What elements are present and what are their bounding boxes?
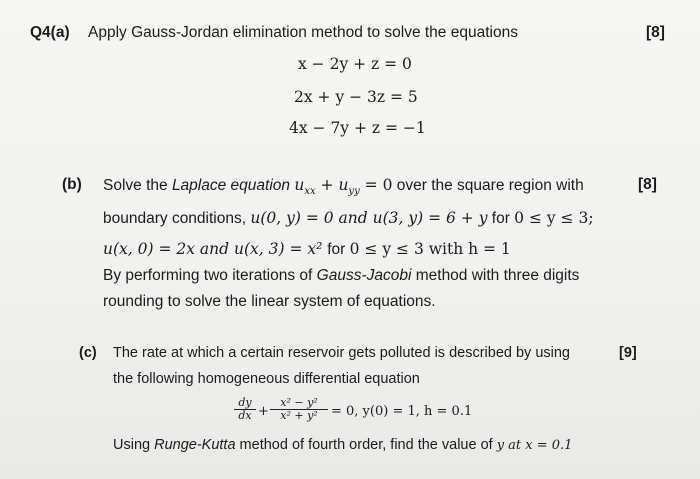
laplace-equation: $u_{xx} + u_{yy} = 0$ [294, 176, 393, 198]
range-1: 0 ≤ y ≤ 3; [514, 209, 594, 227]
equation-2: 2x + y − 3z = 5 [294, 88, 418, 106]
boundary-condition-1: u(0, y) = 0 and u(3, y) = 6 + y [250, 209, 488, 227]
boundary-condition-2: u(x, 0) = 2x and u(x, 3) = x² [103, 240, 328, 258]
range-2: 0 ≤ y ≤ 3 with h = 1 [349, 240, 511, 258]
part-b-line-2 [103, 209, 594, 228]
part-c-line-2: the following homogeneous differential equation [113, 371, 420, 387]
part-c-label: (c) [79, 345, 97, 361]
part-c-line-3 [113, 437, 572, 453]
fraction-x2-y2 [270, 397, 328, 422]
marks-b: [8] [638, 176, 657, 193]
part-c-line-3-post: method of fourth order, find the value of [235, 437, 497, 453]
equation-3: 4x − 7y + z = −1 [289, 119, 426, 137]
part-b-line-4-pre: By performing two iterations of [103, 267, 317, 284]
initial-condition: = 0, y(0) = 1, h = 0.1 [331, 404, 473, 419]
part-b-line-1-post: over the square region with [392, 177, 584, 194]
part-b-line-4 [103, 267, 579, 285]
gauss-jacobi-label: Gauss-Jacobi [316, 267, 412, 284]
question-number: Q4(a) [30, 24, 70, 41]
fraction-dx: dx [238, 409, 252, 422]
part-b-line-2-pre: boundary conditions, [103, 210, 251, 227]
fraction-dy: dy [238, 396, 252, 409]
part-b-label: (b) [62, 176, 82, 193]
laplace-equation-label: Laplace equation [171, 177, 291, 194]
part-b-line-3 [103, 240, 511, 259]
part-b-line-4-post: method with three digits [411, 267, 580, 284]
fraction-numerator: x² − y² [280, 396, 318, 409]
equation-1: x − 2y + z = 0 [298, 55, 412, 73]
marks-c: [9] [619, 345, 637, 361]
part-b-line-5: rounding to solve the linear system of equations. [103, 293, 436, 310]
part-c-line-3-pre: Using [113, 437, 155, 453]
part-c-line-1: The rate at which a certain reservoir gets polluted is described by using [113, 345, 570, 361]
runge-kutta-label: Runge-Kutta [154, 437, 236, 453]
fraction-denominator: x² + y² [280, 409, 318, 422]
question-a-text: Apply Gauss-Jordan elimination method to solve the equations [88, 24, 518, 41]
part-b-line-1 [103, 176, 584, 197]
question-label-q4a [30, 24, 70, 42]
plus-sign: + [258, 404, 269, 419]
part-b-line-3-mid: for [327, 241, 350, 258]
part-b-line-1-pre: Solve the [103, 177, 172, 194]
marks-a: [8] [646, 24, 665, 41]
target-value: y at x = 0.1 [496, 438, 573, 453]
part-b-line-2-mid: for [487, 210, 515, 227]
fraction-dy-dx [234, 397, 256, 422]
